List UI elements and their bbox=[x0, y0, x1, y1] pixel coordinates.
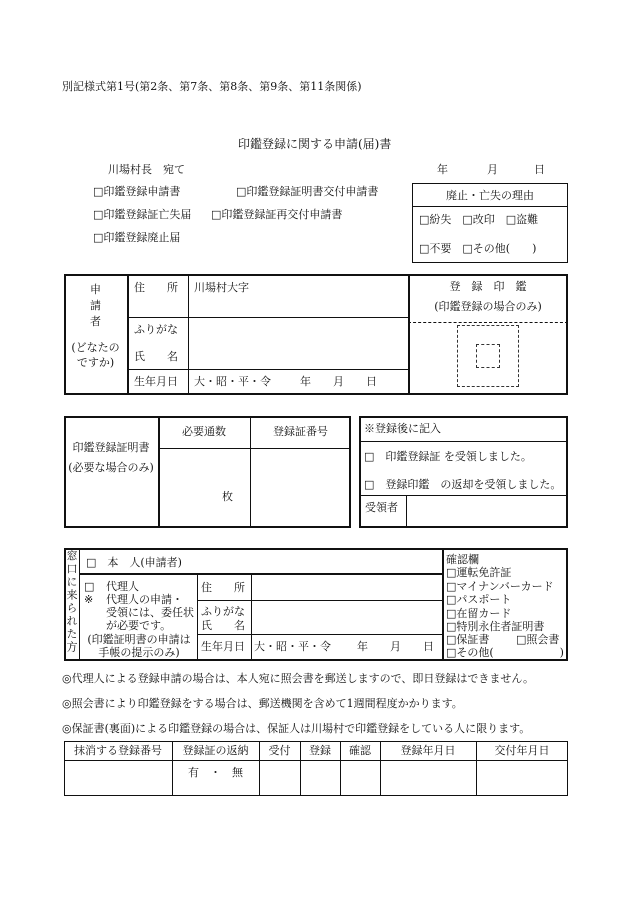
name-field[interactable] bbox=[189, 318, 407, 368]
receiver-field[interactable] bbox=[408, 497, 566, 526]
reason-title: 廃止・亡失の理由 bbox=[446, 189, 534, 202]
addressee: 川場村長 宛て bbox=[108, 163, 185, 176]
option-card-lost[interactable]: □印鑑登録証亡失届 bbox=[93, 208, 192, 221]
note-proxy: ◎代理人による登録申請の場合は、本人宛に照会書を郵送しますので、即日登録はできません。 bbox=[62, 672, 535, 685]
copies-header: 必要通数 bbox=[182, 425, 226, 438]
confirm-id-list bbox=[446, 566, 554, 634]
reason-row2[interactable]: □不要 □その他( ) bbox=[419, 242, 537, 255]
confirm-other[interactable]: □その他( ) bbox=[446, 646, 564, 659]
window-visitor-label: 窓口に来られた方 bbox=[65, 550, 78, 654]
copies-unit: 枚 bbox=[222, 490, 233, 503]
visitor-agent-check[interactable]: □ bbox=[84, 580, 95, 593]
confirm-residence-card[interactable]: □在留カード bbox=[446, 606, 512, 620]
receiver-label: 受領者 bbox=[365, 501, 398, 514]
furigana-label: ふりがな bbox=[134, 323, 178, 336]
visitor-birthdate-label: 生年月日 bbox=[201, 640, 245, 653]
office-header-registration: 登録 bbox=[309, 744, 331, 757]
visitor-self-check[interactable]: □ 本 人(申請者) bbox=[86, 556, 182, 569]
seal-title: 登 録 印 鑑 bbox=[449, 280, 527, 293]
visitor-birthdate-eras[interactable]: 大・昭・平・令 bbox=[254, 640, 331, 653]
date-year-label: 年 bbox=[437, 163, 448, 176]
visitor-furigana-label: ふりがな bbox=[201, 605, 245, 618]
date-day-label: 日 bbox=[534, 163, 545, 176]
confirm-passport[interactable]: □パスポート bbox=[446, 593, 512, 606]
office-header-cancel-number: 抹消する登録番号 bbox=[74, 744, 162, 757]
birthdate-label: 生年月日 bbox=[134, 375, 178, 388]
reason-row1[interactable]: □紛失 □改印 □盗難 bbox=[419, 213, 539, 226]
option-registration-abolish[interactable]: □印鑑登録廃止届 bbox=[93, 231, 181, 244]
card-received-check[interactable]: □ 印鑑登録証 を受領しました。 bbox=[364, 450, 532, 463]
visitor-agent-label: 代理人 bbox=[106, 580, 139, 593]
option-card-reissue[interactable]: □印鑑登録証再交付申請書 bbox=[211, 208, 343, 221]
visitor-name-label: 氏 名 bbox=[201, 619, 245, 632]
form-reference: 別記様式第1号(第2条、第7条、第8条、第9条、第11条関係) bbox=[62, 80, 362, 93]
form-title: 印鑑登録に関する申請(届)書 bbox=[238, 137, 392, 151]
certificate-handbook-note: (印鑑証明書の申請は 手帳の提示のみ) bbox=[87, 633, 191, 659]
office-header-issue-date: 交付年月日 bbox=[494, 744, 550, 757]
regno-header: 登録証番号 bbox=[273, 425, 328, 438]
visitor-name-field[interactable] bbox=[253, 602, 440, 633]
seal-returned-check[interactable]: □ 登録印鑑 の返却を受領しました。 bbox=[364, 478, 562, 491]
name-label: 氏 名 bbox=[134, 350, 178, 363]
confirm-drivers-license[interactable]: □運転免許証 bbox=[446, 566, 512, 579]
regno-field[interactable] bbox=[252, 450, 349, 526]
address-label: 住 所 bbox=[134, 281, 178, 294]
office-header-registration-date: 登録年月日 bbox=[400, 744, 456, 757]
certificate-label-note: (必要な場合のみ) bbox=[68, 461, 154, 474]
option-seal-registration[interactable]: □印鑑登録申請書 bbox=[93, 185, 181, 198]
office-header-card-return: 登録証の返納 bbox=[182, 744, 249, 757]
birthdate-ymd[interactable]: 年 月 日 bbox=[300, 375, 377, 388]
address-value[interactable]: 川場村大字 bbox=[194, 281, 249, 294]
option-certificate-issue[interactable]: □印鑑登録証明書交付申請書 bbox=[236, 185, 379, 198]
note-guarantee: ◎保証書(裏面)による印鑑登録の場合は、保証人は川場村で印鑑登録をしている人に限ります。 bbox=[62, 722, 531, 735]
office-header-reception: 受付 bbox=[268, 744, 291, 757]
confirm-guarantee[interactable]: □保証書 bbox=[446, 633, 490, 646]
birthdate-eras[interactable]: 大・昭・平・令 bbox=[194, 375, 271, 388]
applicant-label: 申 請 者 bbox=[90, 283, 101, 328]
copies-field[interactable] bbox=[160, 450, 248, 526]
agent-note-mark: ※ bbox=[84, 593, 94, 606]
confirm-mynumber-card[interactable]: □マイナンバーカード bbox=[446, 579, 554, 593]
seal-note: (印鑑登録の場合のみ) bbox=[434, 300, 542, 313]
confirm-title: 確認欄 bbox=[446, 553, 479, 566]
certificate-label: 印鑑登録証明書 bbox=[72, 441, 150, 454]
seal-inner-square bbox=[476, 344, 500, 368]
confirm-special-permanent[interactable]: □特別永住者証明書 bbox=[446, 620, 545, 633]
office-header-confirmation: 確認 bbox=[349, 744, 371, 757]
agent-note: 代理人の申請・ 受領には、委任状 が必要です。 bbox=[106, 593, 194, 632]
visitor-birthdate-ymd[interactable]: 年 月 日 bbox=[357, 640, 434, 653]
confirm-inquiry[interactable]: □照会書 bbox=[516, 633, 560, 646]
after-registration-title: ※登録後に記入 bbox=[364, 422, 441, 435]
applicant-note: (どなたの ですか) bbox=[71, 341, 120, 369]
visitor-address-field[interactable] bbox=[253, 575, 440, 599]
visitor-address-label: 住 所 bbox=[201, 581, 245, 594]
date-month-label: 月 bbox=[487, 163, 498, 176]
note-inquiry: ◎照会書により印鑑登録をする場合は、郵送機関を含めて1週間程度かかります。 bbox=[62, 697, 463, 710]
card-return-value[interactable]: 有 ・ 無 bbox=[188, 766, 243, 779]
